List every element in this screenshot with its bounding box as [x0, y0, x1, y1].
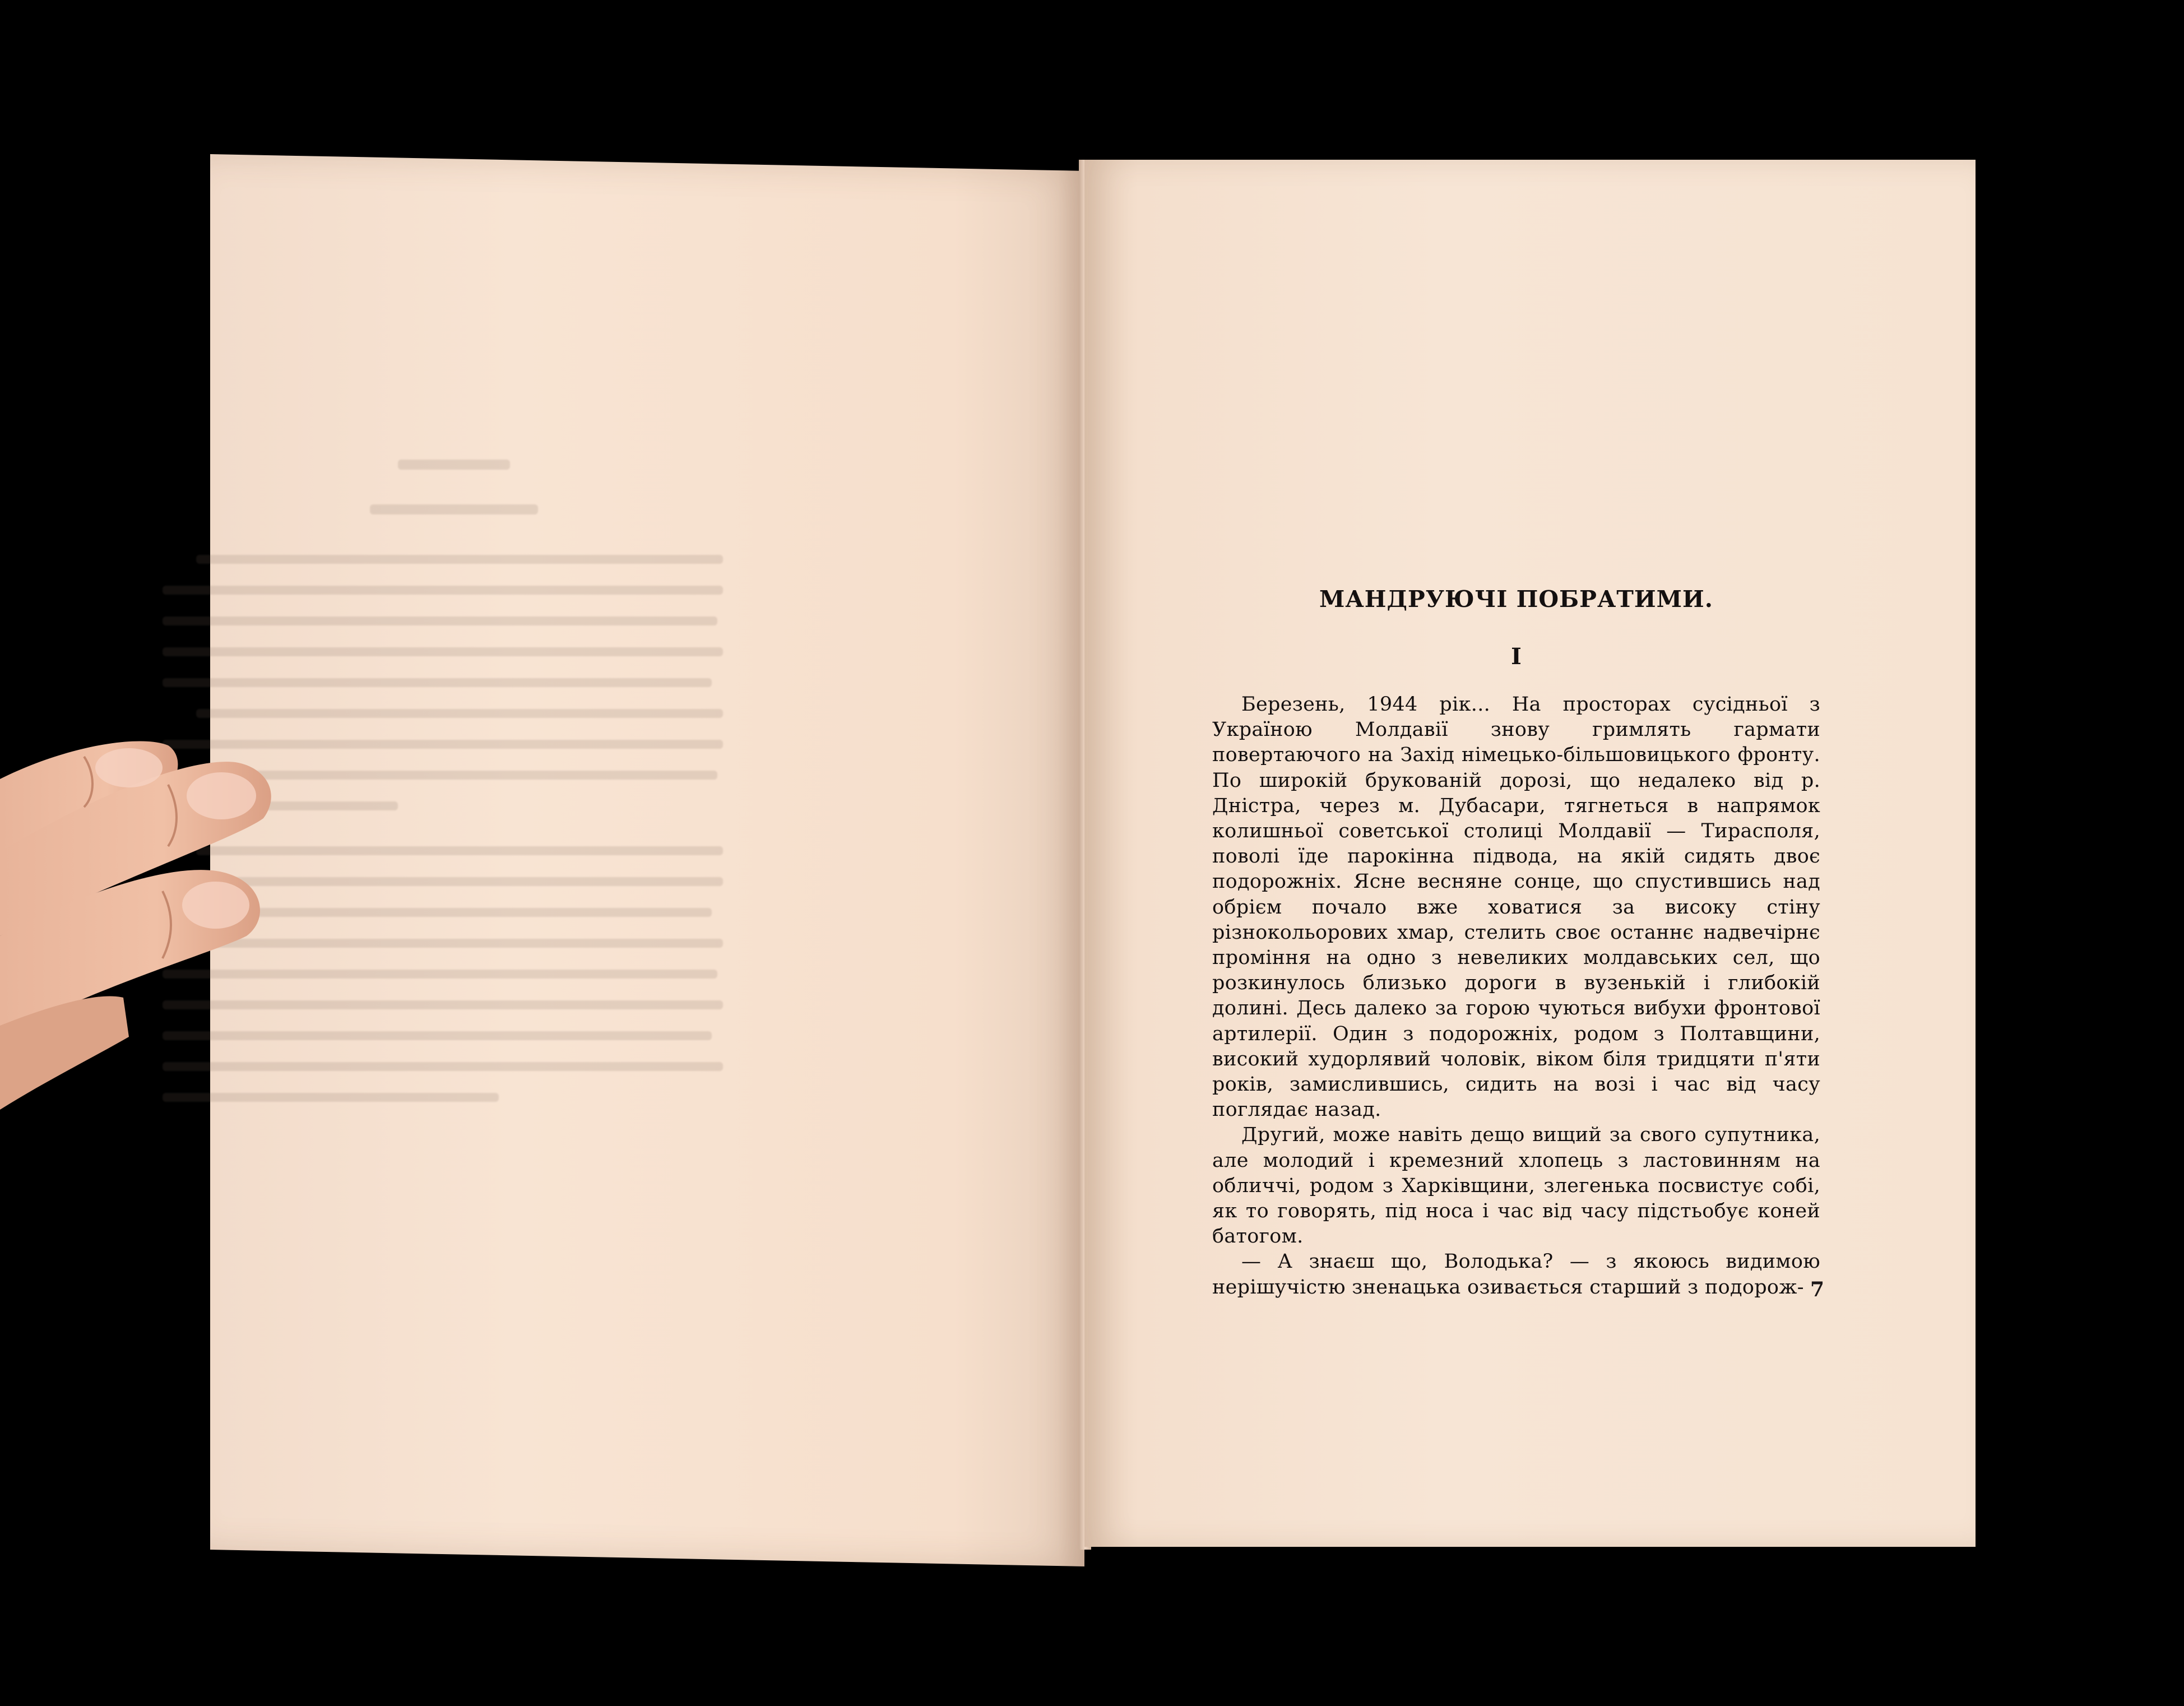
text-block	[1212, 586, 1820, 1300]
paragraph: Березень, 1944 рік... На просторах сусідньої з Україною Молдавії знову гримлять гармати повертаючого на Захід німецько-більшовицького фронту. По широкій брукованій дорозі, що недалеко від р. Дністра, через м. Дубасари, тягнеться в напрямок колишньої советської столиці Молдавії — Тирасполя, поволі їде парокінна підвода, на якій сидять двоє подорожніх. Ясне весняне сонце, що спустившись над обрієм почало вже ховатися за високу стіну різнокольорових хмар, стелить своє останнє надвечірнє проміння на одно з невеликих молдавських сел, що розкинулось близько дороги в вузенькій і глибокій долині. Десь далеко за горою чуються вибухи фронтової артилерії. Один з подорожніх, родом з Полтавщини, високий худорлявий чоловік, віком біля тридцяти п'яти років, замислившись, сидить на возі і час від часу поглядає назад.	[1212, 693, 1820, 1121]
page-number: 7	[1810, 1278, 1825, 1301]
chapter-title: МАНДРУЮЧІ ПОБРАТИМИ.	[1319, 586, 1714, 613]
chapter-number: I	[1511, 643, 1522, 670]
paragraph: — А знаєш що, Володька? — з якоюсь видимою нерішучістю зненацька озивається старший з подорож-	[1212, 1250, 1820, 1299]
hand-image	[0, 723, 291, 1126]
paragraph: Другий, може навіть дещо вищий за свого супутника, але молодий і кремезний хлопець з ластовинням на обличчі, родом з Харківщини, злегенька посвистує собі, як то говорять, під носа і час від часу підстьобує коней батогом.	[1212, 1124, 1820, 1248]
